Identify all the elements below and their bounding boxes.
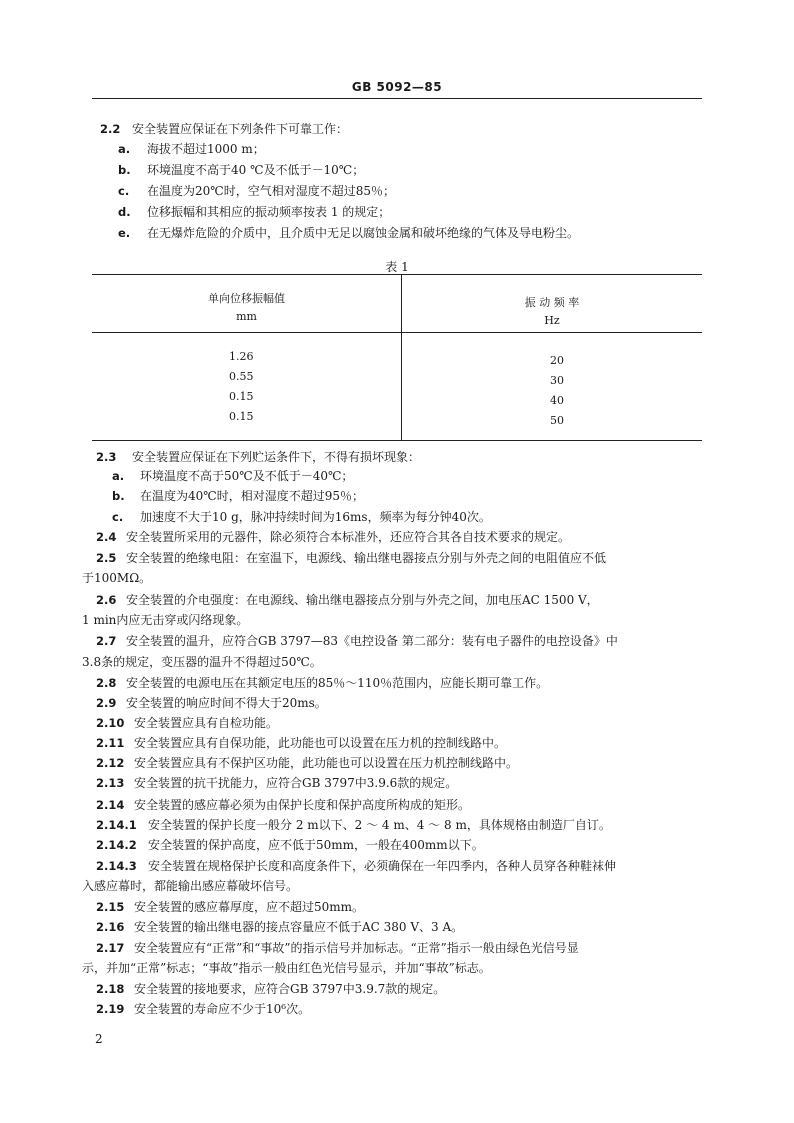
clause-continuation: 1 min内应无击穿或闪络现象。 — [82, 613, 249, 627]
list-item — [118, 142, 265, 156]
clause-text: 安全装置的响应时间不得大于20ms。 — [126, 696, 327, 710]
col1-unit: mm — [236, 310, 257, 323]
frequency-cell: 50 — [550, 414, 564, 427]
clause-text: 安全装置的电源电压在其额定电压的85％～110％范围内，应能长期可靠工作。 — [126, 676, 549, 690]
clause-number: 2.19 — [96, 1002, 125, 1016]
clause-2-4 — [96, 530, 570, 544]
amplitude-cell: 1.26 — [229, 350, 254, 363]
clause-number: 2.13 — [96, 776, 125, 790]
item-text: 环境温度不高于40 ℃及不低于－10℃； — [147, 163, 365, 177]
clause-2-12 — [96, 756, 518, 770]
page-header: GB 5092—85 — [351, 80, 443, 94]
amplitude-cell: 0.15 — [229, 410, 254, 423]
clause-number: 2.4 — [96, 530, 117, 544]
clause-text: 安全装置应具有自保功能，此功能也可以设置在压力机的控制线路中。 — [134, 736, 507, 750]
clause-2-9 — [96, 696, 327, 710]
clause-number: 2.2 — [100, 122, 121, 136]
clause-2-15 — [96, 900, 364, 914]
clause-number: 2.12 — [96, 756, 125, 770]
clause-number: 2.9 — [96, 696, 117, 710]
clause-2-2 — [100, 122, 348, 136]
clause-2-14-2 — [96, 838, 484, 852]
clause-number: 2.15 — [96, 900, 125, 914]
item-label: d. — [118, 205, 131, 219]
item-text: 位移振幅和其相应的振动频率按表 1 的规定； — [147, 205, 391, 219]
table-caption: 表 1 — [385, 260, 409, 274]
clause-text: 安全装置的输出继电器的接点容量应不低于AC 380 V、3 A。 — [134, 920, 464, 934]
clause-2-19 — [96, 1002, 310, 1016]
clause-2-11 — [96, 736, 506, 750]
clause-2-13 — [96, 776, 457, 790]
col2-unit: Hz — [544, 314, 560, 327]
clause-2-3 — [96, 450, 420, 464]
table-bottom-rule — [92, 440, 702, 441]
list-item — [118, 184, 395, 198]
clause-continuation: 入感应幕时，都能输出感应幕破坏信号。 — [82, 879, 299, 893]
clause-2-14 — [96, 798, 470, 812]
item-label: b. — [112, 489, 125, 503]
clause-text: 安全装置的保护长度一般分 2 m以下、2 ～ 4 m、4 ～ 8 m，具体规格由制造厂自订。 — [148, 818, 611, 832]
clause-text: 安全装置应有“正常”和“事故”的指示信号并加标志。“正常”指示一般由绿色光信号显 — [134, 941, 579, 955]
list-item — [118, 226, 579, 240]
clause-text: 安全装置的寿命应不少于10⁶次。 — [134, 1002, 311, 1016]
clause-2-10 — [96, 716, 278, 730]
clause-continuation: 3.8条的规定，变压器的温升不得超过50℃。 — [82, 655, 322, 669]
frequency-cell: 30 — [550, 374, 564, 387]
list-item — [112, 510, 491, 524]
clause-text: 安全装置应具有自检功能。 — [134, 716, 279, 730]
list-item — [112, 489, 364, 503]
clause-2-14-1 — [96, 818, 611, 832]
list-item — [112, 469, 353, 483]
item-label: b. — [118, 163, 131, 177]
clause-2-16 — [96, 920, 463, 934]
item-text: 在温度为20℃时，空气相对湿度不超过85％； — [147, 184, 395, 198]
item-text: 在无爆炸危险的介质中，且介质中无足以腐蚀金属和破坏绝缘的气体及导电粉尘。 — [147, 226, 580, 240]
clause-2-7 — [96, 634, 618, 648]
clause-number: 2.14.1 — [96, 818, 137, 832]
clause-text: 安全装置的温升，应符合GB 3797—83《电控设备 第二部分：装有电子器件的电控设备》中 — [126, 634, 618, 648]
clause-number: 2.3 — [96, 450, 117, 464]
clause-number: 2.7 — [96, 634, 117, 648]
clause-number: 2.14.2 — [96, 838, 137, 852]
clause-continuation: 于100MΩ。 — [82, 571, 152, 585]
clause-continuation: 示，并加“正常”标志；“事故”指示一般由红色光信号显示，并加“事故”标志。 — [82, 961, 491, 975]
clause-text: 安全装置在规格保护长度和高度条件下，必须确保在一年四季内，各种人员穿各种鞋袜伸 — [148, 859, 617, 873]
clause-2-14-3 — [96, 859, 616, 873]
clause-number: 2.11 — [96, 736, 125, 750]
clause-text: 安全装置应保证在下列贮运条件下，不得有损坏现象： — [132, 450, 421, 464]
clause-number: 2.5 — [96, 551, 117, 565]
clause-text: 安全装置的抗干扰能力，应符合GB 3797中3.9.6款的规定。 — [134, 776, 458, 790]
clause-text: 安全装置应保证在下列条件下可靠工作： — [132, 122, 349, 136]
amplitude-cell: 0.55 — [229, 370, 254, 383]
clause-text: 安全装置的介电强度：在电源线、输出继电器接点分别与外壳之间，加电压AC 1500 V， — [126, 593, 599, 607]
item-label: c. — [112, 510, 124, 524]
vibration-table — [92, 274, 702, 440]
amplitude-cell: 0.15 — [229, 390, 254, 403]
item-label: c. — [118, 184, 130, 198]
clause-2-5 — [96, 551, 606, 565]
clause-text: 安全装置的接地要求，应符合GB 3797中3.9.7款的规定。 — [134, 982, 446, 996]
clause-2-6 — [96, 593, 599, 607]
clause-number: 2.18 — [96, 982, 125, 996]
item-text: 环境温度不高于50℃及不低于－40℃； — [140, 469, 354, 483]
col2-header: 振 动 频 率 — [524, 296, 580, 309]
item-text: 海拔不超过1000 m； — [147, 142, 265, 156]
table-header-rule — [92, 332, 702, 333]
clause-text: 安全装置的绝缘电阻：在室温下，电源线、输出继电器接点分别与外壳之间的电阻值应不低 — [126, 551, 607, 565]
clause-number: 2.14.3 — [96, 859, 137, 873]
item-text: 加速度不大于10 g，脉冲持续时间为16ms，频率为每分钟40次。 — [140, 510, 491, 524]
clause-text: 安全装置应具有不保护区功能，此功能也可以设置在压力机控制线路中。 — [134, 756, 519, 770]
clause-number: 2.16 — [96, 920, 125, 934]
clause-2-18 — [96, 982, 445, 996]
clause-text: 安全装置的感应幕必须为由保护长度和保护高度所构成的矩形。 — [134, 798, 471, 812]
item-label: e. — [118, 226, 131, 240]
clause-number: 2.6 — [96, 593, 117, 607]
clause-text: 安全装置的感应幕厚度，应不超过50mm。 — [134, 900, 365, 914]
clause-number: 2.17 — [96, 941, 125, 955]
list-item — [118, 205, 390, 219]
header-rule — [92, 98, 702, 99]
clause-2-8 — [96, 676, 548, 690]
clause-2-17 — [96, 941, 579, 955]
page-number: 2 — [95, 1032, 103, 1046]
frequency-cell: 40 — [550, 394, 564, 407]
item-text: 在温度为40℃时，相对湿度不超过95％； — [140, 489, 364, 503]
table-top-rule — [92, 274, 702, 275]
clause-text: 安全装置所采用的元器件，除必须符合本标准外，还应符合其各自技术要求的规定。 — [126, 530, 571, 544]
clause-number: 2.14 — [96, 798, 125, 812]
col1-header: 单向位移振幅值 — [208, 292, 285, 305]
item-label: a. — [118, 142, 131, 156]
clause-number: 2.8 — [96, 676, 117, 690]
clause-number: 2.10 — [96, 716, 125, 730]
item-label: a. — [112, 469, 125, 483]
list-item — [118, 163, 364, 177]
clause-text: 安全装置的保护高度，应不低于50mm，一般在400mm以下。 — [148, 838, 484, 852]
frequency-cell: 20 — [550, 354, 564, 367]
